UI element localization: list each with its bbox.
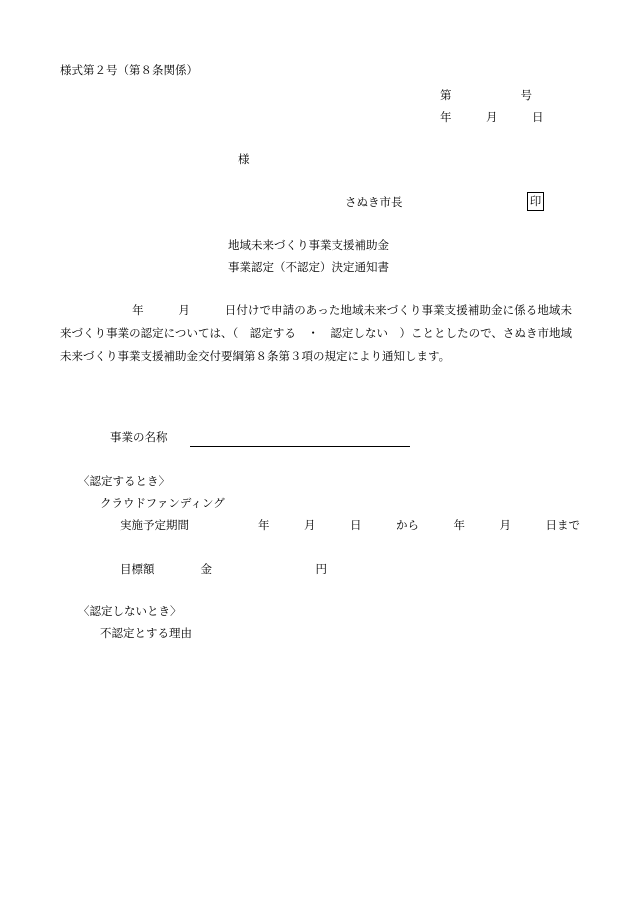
amount-spacer-2 (212, 564, 316, 576)
addressee-honorific: 様 (238, 154, 250, 166)
notification-body (60, 300, 572, 369)
document-title-line1: 地域未来づくり事業支援補助金 (228, 240, 389, 252)
target-amount-row (120, 562, 327, 579)
form-number: 様式第２号（第８条関係） (60, 65, 198, 77)
section-rejected-heading: 〈認定しないとき〉 (78, 606, 182, 618)
target-amount-label: 目標額 (120, 564, 155, 576)
project-name-row (110, 430, 410, 447)
document-date-line: 年 月 日 (440, 112, 544, 124)
document-number-line: 第 号 (440, 90, 532, 102)
project-name-label: 事業の名称 (110, 432, 168, 444)
crowdfunding-label: クラウドファンディング (100, 498, 225, 510)
period-spacer (189, 520, 258, 532)
seal-stamp-box: 印 (527, 192, 544, 211)
target-amount-currency: 金 (200, 564, 212, 576)
period-label: 実施予定期間 (120, 520, 189, 532)
period-row (120, 518, 580, 535)
amount-spacer-1 (155, 564, 201, 576)
project-name-blank (190, 432, 410, 447)
issuer-name: さぬき市長 (345, 197, 403, 209)
rejection-reason-label: 不認定とする理由 (100, 628, 192, 640)
document-title-line2: 事業認定（不認定）決定通知書 (228, 262, 389, 274)
body-text: 年 月 日付けで申請のあった地域未来づくり事業支援補助金に係る地域未来づくり事業の認定については、（ 認定する ・ 認定しない ）こととしたので、さぬき市地域未来づくり事業支援補助金交付要綱第８条第３項の規定により通知します。 (60, 305, 572, 363)
period-value: 年 月 日 から 年 月 日まで (258, 520, 580, 532)
target-amount-unit: 円 (315, 564, 327, 576)
section-approved-heading: 〈認定するとき〉 (78, 476, 170, 488)
